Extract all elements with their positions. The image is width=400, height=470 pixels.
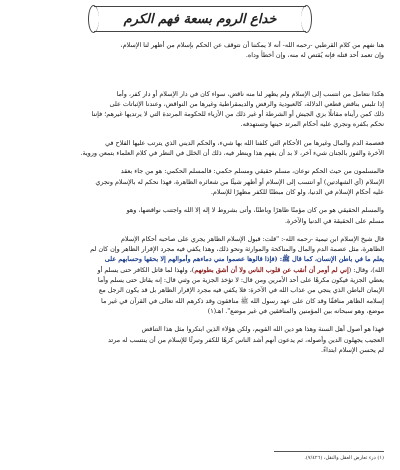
paragraph-line: هنا نفهم من كلام القرطبي -رحمه الله- أنه لا يمكننا أن نتوقف عن الحكم بإسلام من أظهر لنا الإسلام، bbox=[120, 41, 384, 49]
paragraph-line: قال شيخ الإسلام ابن تيمية -رحمه الله-: "قلت: قبول الإسلام الظاهر يجري على صاحبه أحكام الإسلام bbox=[120, 234, 384, 243]
paragraph-line: عليه أحكام الإسلام في الدنيا، ولو كان مبطنًا للكفر مظهرًا للإسلام. bbox=[210, 187, 384, 196]
paragraph-2 bbox=[16, 89, 384, 130]
footnote-divider bbox=[274, 451, 384, 452]
paragraph-4 bbox=[16, 166, 384, 197]
paragraph-line: العجيب يجهلون الدين وأصوله، ثم يدعون أنهم أشد الناس كرهًا للكفر وتبرئًا للإسلام من أن ينتسب له مرتد bbox=[108, 335, 384, 344]
header-banner bbox=[94, 6, 306, 32]
paragraph-line: إسلامه الظاهر منافقًا وقد كان على عهد رسول الله ﷺ منافقون وقد ذكرهم الله تعالى في القرآن في غير ما bbox=[101, 296, 384, 305]
paragraph-line: ذلك كمن رأيناه مقاتلًا بزي الجيش أو الشرطة أو غير ذلك من الأزياء للحكومة المرتدة التي لا يرتديها غيرهم؛ فإننا bbox=[91, 110, 384, 119]
footnote-area bbox=[16, 451, 384, 462]
paragraph-line: الآخرة والفوز بالجنان شيء آخر، لا بد أن يفهم هذا وينظر فيه، ذلك أن الخلل في النظر في كلام العلماء بتمعن وروية. bbox=[80, 149, 384, 158]
header-ornament-frame bbox=[94, 6, 306, 32]
paragraph-line: لم يحسن الإسلام ابتداءً. bbox=[321, 345, 384, 354]
paragraph-line: الإسلام (أي الشهادتين) أو انتسب إلى الإسلام أو أظهر شيئًا من شعائره الظاهرة، فهذا نحكم له بالإسلام ونجري bbox=[95, 177, 384, 186]
paragraph-7 bbox=[16, 324, 384, 355]
paragraph-3 bbox=[16, 138, 384, 159]
footnote: (١) درء تعارض العقل والنقل، (٧/٤٢٦). bbox=[304, 455, 384, 461]
paragraph-1 bbox=[16, 40, 384, 61]
paragraph-line: فالمسلمون من حيث الحكم نوعان، مسلم حقيقي ومسلم حكمي: فالمسلم الحكمي: هو من جاء بعقد bbox=[120, 167, 384, 176]
paragraph-line: موضع، وهو سبحانه بين المؤمنين والمنافقين في غير موضع". اهـ(١) bbox=[207, 306, 384, 315]
paragraph-line: نحكم بكفره ونجري عليه أحكام المرتد حينها وتستهدفه. bbox=[240, 120, 384, 129]
paragraph-line: الإيمان الباطن الذي ينجي من عذاب الله في الآخرة: فلا يكفي فيه مجرد الإقرار الظاهر بل قد يكون الرجل مع bbox=[98, 286, 384, 295]
paragraph-line: هكذا نتعامل من انتسب إلى الإسلام ولم يظهر لنا منه ناقض، سواء كان في دار الإسلام أو دار كفر، وأما bbox=[116, 89, 384, 98]
paragraph-6-quote bbox=[16, 234, 384, 316]
paragraph-line: فعصمة الدم والمال وغيرها من الأحكام التي كلفنا الله بها شيء، والحكم الديني الذي يترتب عليها الفلاح في bbox=[105, 138, 384, 147]
paragraph-line: مسلم على الحقيقة في الدنيا والآخرة. bbox=[284, 216, 384, 225]
paragraph-line: وإن تعمد أحد قتله فإنه يُقتص له منه، وإن أخطأ وداه. bbox=[245, 51, 384, 60]
paragraph-5 bbox=[16, 205, 384, 226]
paragraph-line: والمسلم الحقيقي هو من كان مؤمنًا ظاهرًا وباطنًا، وأتى بشروط لا إله إلا الله واجتنب نواقضها، وهو bbox=[126, 206, 384, 215]
header-title: خداع الروم بسعة فهم الكرم bbox=[123, 11, 277, 27]
paragraph-line: الظاهرة، مثل عصمة الدم والمال والمناكحة والموارثة ونحو ذلك، وهذا يكفي فيه مجرد الإقرار الظاهر وإن كان لم bbox=[90, 245, 384, 254]
paragraph-line: فهذا هو أصول أهل السنة وهذا هو دين الله القويم، ولكن هؤلاء الذين ابتكروا مثل هذا التناقض bbox=[141, 325, 384, 334]
hadith-phrase-red: إني لم أومر أن أنقب عن قلوب الناس ولا أن أشق بطونهم bbox=[194, 265, 349, 274]
paragraph-line: يعطي الجزية فيكون مكرهًا على أحد الأمرين ومن قال: لا تؤخذ الجزية من وثني قال: إنه يقاتل حتى يسلم وأما bbox=[97, 276, 384, 285]
hadith-line-blue: يعلم ما في باطن الإنسان، كما قال ﷺ: (فإذا قالوها عصموا مني دماءهم وأموالهم إلا بحقها وحسابهم على bbox=[104, 255, 384, 264]
hadith-line-text: الله)، وقال: (إني لم أومر أن أنقب عن قلوب الناس ولا أن أشق بطونهم)، ولهذا لما قاتل الكافر حتى يسلم أو bbox=[97, 265, 384, 274]
paragraph-line: إذا تلبس بناقض قطعي الدلالة، كالعبودية والرفض والديمقراطية وغيرها من النواقض، وعندنا الإثباتات على bbox=[109, 99, 384, 108]
hadith-line bbox=[16, 265, 384, 275]
